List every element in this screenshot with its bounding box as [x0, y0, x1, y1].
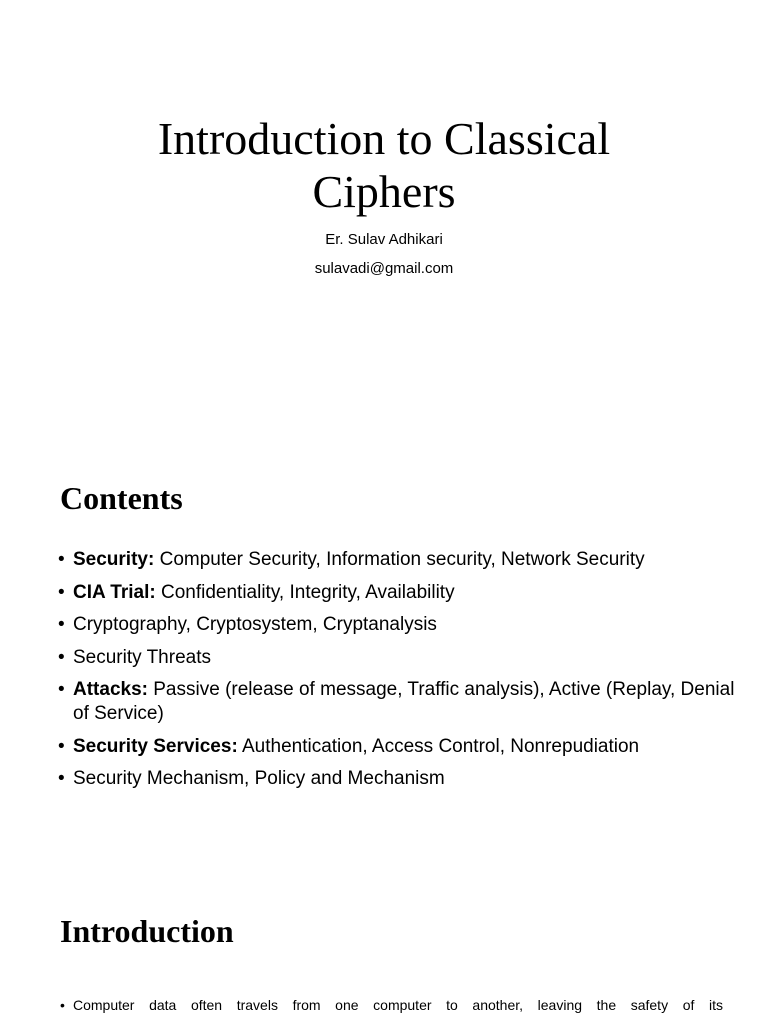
bullet-icon: • — [58, 679, 65, 700]
item-bold-label: Attacks: — [73, 679, 148, 700]
item-text: Computer Security, Information security, Network Security — [154, 549, 645, 570]
item-bold-label: CIA Trial: — [73, 581, 156, 603]
contents-item — [58, 735, 738, 759]
contents-heading: Contents — [60, 480, 183, 516]
author-name: Er. Sulav Adhikari — [325, 231, 443, 248]
contents-slide — [0, 432, 768, 864]
introduction-text: Computer data often travels from one computer to another, leaving the safety of its — [73, 997, 723, 1013]
item-bold-label: Security Services: — [73, 735, 238, 757]
item-text: Security Mechanism, Policy and Mechanism — [73, 768, 445, 789]
item-text: Passive (release of message, Traffic analysis), Active (Replay, Denial of Service) — [73, 679, 735, 724]
author-email: sulavadi@gmail.com — [314, 260, 454, 277]
bullet-icon: • — [58, 768, 65, 789]
title-slide — [0, 0, 768, 432]
contents-item — [58, 678, 738, 726]
item-text: Security Threats — [73, 646, 211, 668]
bullet-icon: • — [58, 581, 65, 603]
item-text: Cryptography, Cryptosystem, Cryptanalysis — [73, 614, 437, 635]
contents-item — [58, 581, 738, 605]
introduction-heading: Introduction — [60, 913, 234, 949]
bullet-icon: • — [58, 646, 65, 668]
contents-item — [58, 767, 738, 791]
bullet-icon: • — [58, 549, 65, 570]
title-line-2: Ciphers — [312, 166, 456, 217]
contents-list — [58, 548, 738, 800]
item-text: Confidentiality, Integrity, Availability — [155, 581, 455, 603]
slide-title — [0, 112, 768, 218]
title-line-1: Introduction to Classical — [157, 113, 611, 164]
bullet-icon: • — [58, 614, 65, 635]
item-bold-label: Security: — [73, 549, 155, 570]
introduction-slide — [0, 864, 768, 1024]
contents-item — [58, 646, 738, 670]
bullet-icon: • — [58, 735, 65, 757]
contents-item — [58, 548, 738, 572]
contents-item — [58, 613, 738, 637]
bullet-icon: • — [60, 997, 65, 1013]
introduction-bullet — [60, 996, 723, 1014]
item-text: Authentication, Access Control, Nonrepudiation — [237, 735, 640, 757]
